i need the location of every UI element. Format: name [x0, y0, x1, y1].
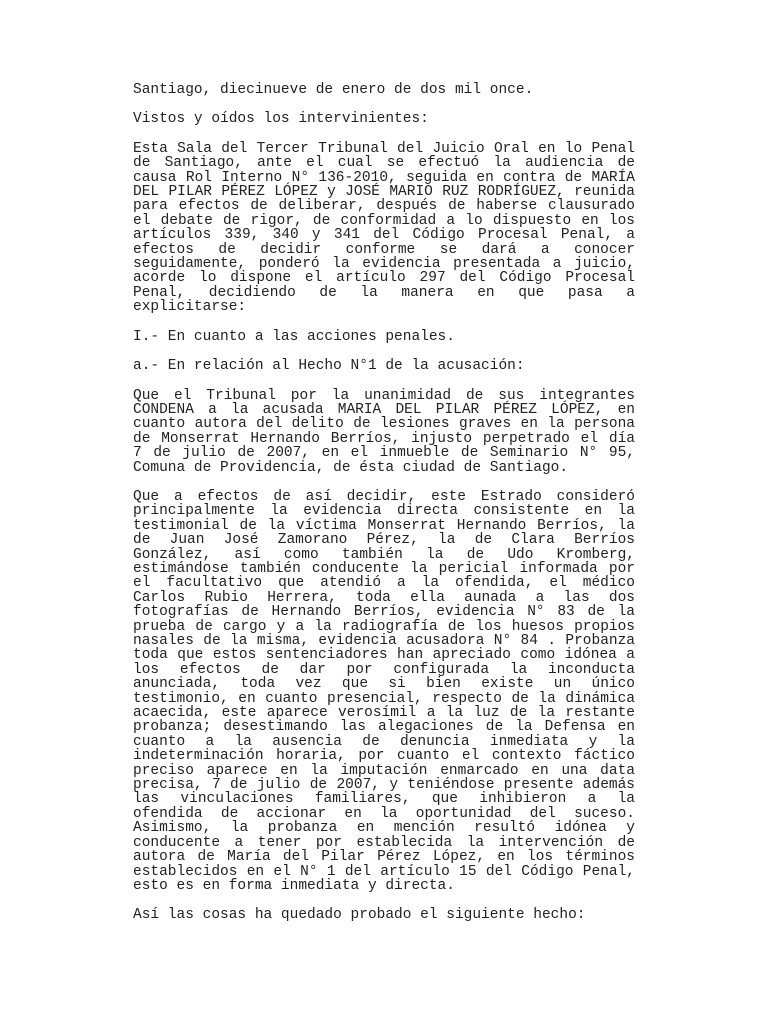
verdict-paragraph: Que el Tribunal por la unanimidad de sus integrantes CONDENA a la acusada MARIA DEL PILAR PÉREZ LÓPEZ, en cuanto autora del delito de lesiones graves en la persona de Monserrat Hernando Berríos, injusto perpetrado el día 7 de julio de 2007, en el inmueble de Seminario N° 95, Comuna de Providencia, de ésta ciudad de Santiago.: [133, 387, 635, 476]
document-date-line: Santiago, diecinueve de enero de dos mil once.: [133, 82, 534, 98]
intro-paragraph: Esta Sala del Tercer Tribunal del Juicio Oral en lo Penal de Santiago, ante el cual se efectuó la audiencia de causa Rol Interno N° 136-2010, seguida en contra de MARÍA DEL PILAR PÉREZ LÓPEZ y JOSÉ MARIO RUZ RODRÍGUEZ, reunida para efectos de deliberar, después de haberse clausurado el debate de rigor, de conformidad a lo dispuesto en los artículos 339, 340 y 341 del Código Procesal Penal, a efectos de decidir conforme se dará a conocer seguidamente, ponderó la evidencia presentada a juicio, acorde lo dispone el artículo 297 del Código Procesal Penal, decidiendo de la manera en que pasa a explicitarse:: [133, 140, 635, 316]
section-heading-acciones-penales: I.- En cuanto a las acciones penales.: [133, 328, 455, 345]
subsection-heading-hecho-1: a.- En relación al Hecho N°1 de la acusación:: [133, 358, 525, 375]
proven-fact-line: Así las cosas ha quedado probado el siguiente hecho:: [133, 907, 586, 924]
reasoning-paragraph: Que a efectos de así decidir, este Estrado consideró principalmente la evidencia directa consistente en la testimonial de la víctima Monserrat Hernando Berríos, la de Juan José Zamorano Pérez, la de Clara Berríos González, así como también la de Udo Kromberg, estimándose también conducente la pericial informada por el facultativo que atendió a la ofendida, el médico Carlos Rubio Herrera, toda ella aunada a las dos fotografías de Hernando Berríos, evidencia N° 83 de la prueba de cargo y a la radiografía de los huesos propios nasales de la misma, evidencia acusadora N° 84 . Probanza toda que estos sentenciadores han apreciado como idónea a los efectos de dar por configurada la inconducta anunciada, toda vez que si bien existe un único testimonio, en cuanto presencial, respecto de la dinámica acaecida, este aparece verosímil a la luz de la restante probanza; desestimando las alegaciones de la Defensa en cuanto a la ausencia de denuncia inmediata y la indeterminación horaria, por cuanto el contexto fáctico preciso aparece en la imputación enmarcado en una data precisa, 7 de julio de 2007, y teniéndose presente además las vinculaciones familiares, que inhibieron a la ofendida de accionar en la oportunidad del suceso. Asimismo, la probanza en mención resultó idónea y conducente a tener por establecida la intervención de autora de María del Pilar Pérez López, en los términos establecidos en el N° 1 del artículo 15 del Código Penal, esto es en forma inmediata y directa.: [133, 488, 635, 894]
vistos-line: Vistos y oídos los intervinientes:: [133, 111, 429, 128]
